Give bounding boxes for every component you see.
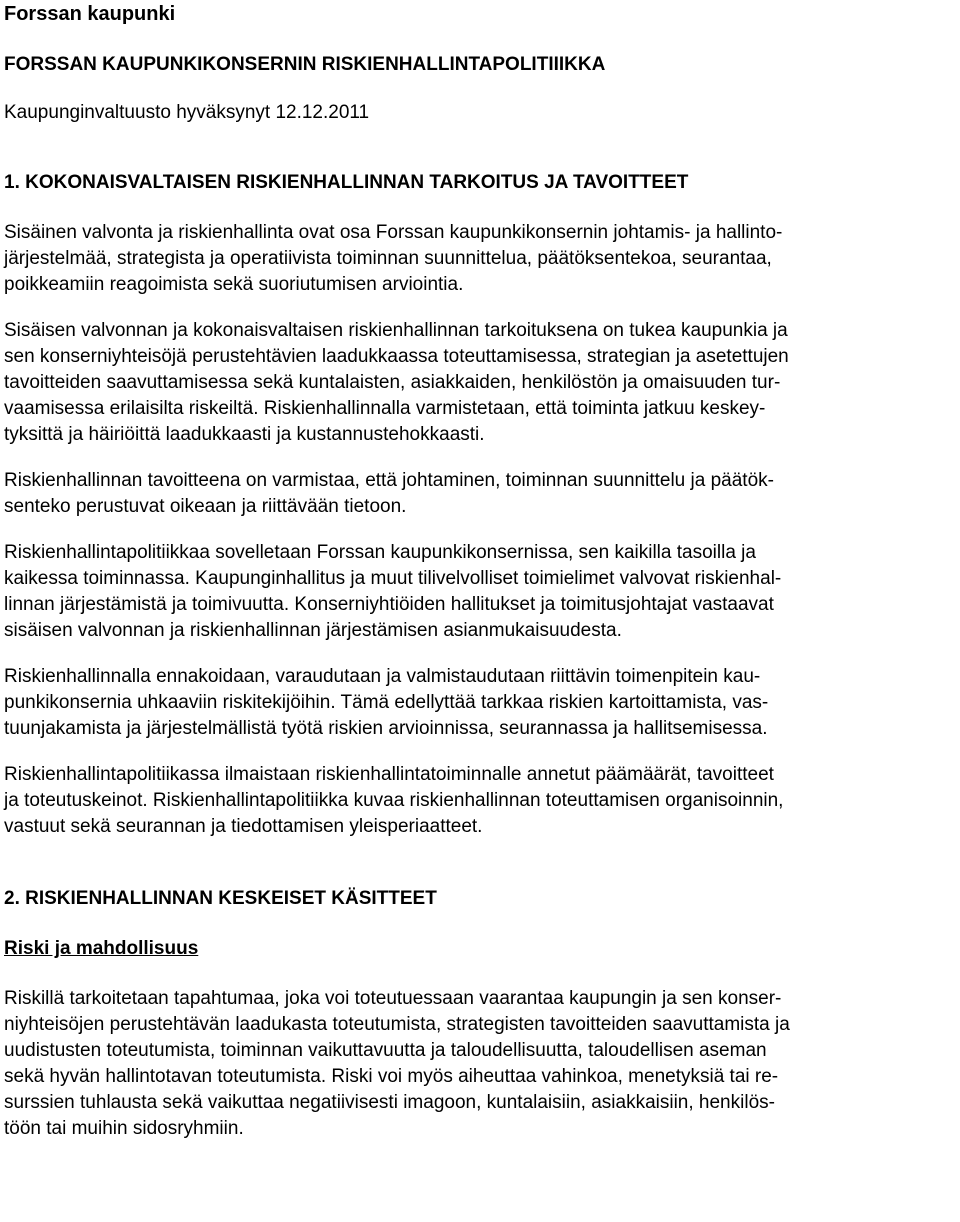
city-name: Forssan kaupunki (4, 3, 176, 25)
section-1-paragraph: Riskienhallinnan tavoitteena on varmistaa, että johtaminen, toiminnan suunnittelu ja päätök- senteko perustuvat oikeaan ja riittävään tietoon. (4, 470, 774, 517)
section-1-paragraph: Sisäinen valvonta ja riskienhallinta ovat osa Forssan kaupunkikonsernin johtamis- ja hallinto- järjestelmää, strategista ja operatiivista toiminnan suunnittelua, päätöksentekoa, seurantaa, poikkeamiin reagoimista sekä suoriutumisen arviointia. (4, 222, 783, 295)
document-page (4, 0, 956, 1142)
document-title: FORSSAN KAUPUNKIKONSERNIN RISKIENHALLINTAPOLITIIIKKA (4, 54, 606, 75)
section-2-heading: 2. RISKIENHALLINNAN KESKEISET KÄSITTEET (4, 888, 437, 909)
approval-note: Kaupunginvaltuusto hyväksynyt 12.12.2011 (4, 102, 370, 123)
subsection-paragraph: Riskillä tarkoitetaan tapahtumaa, joka voi toteutuessaan vaarantaa kaupungin ja sen konser- niyhteisöjen perustehtävän laadukasta toteutumista, strategisten tavoitteiden saavuttamista ja uudistusten toteutumista, toiminnan vaikuttavuutta ja taloudellisuutta, taloudellisen aseman sekä hyvän hallintotavan toteutumista. Riski voi myös aiheuttaa vahinkoa, menetyksiä tai re- surssien tuhlausta sekä vaikuttaa negatiivisesti imagoon, kuntalaisiin, asiakkaisiin, henkilös- töön tai muihin sidosryhmiin. (4, 988, 790, 1139)
section-1-paragraph: Riskienhallinnalla ennakoidaan, varaudutaan ja valmistaudutaan riittävin toimenpitein kau- punkikonsernia uhkaaviin riskitekijöihin. Tämä edellyttää tarkkaa riskien kartoittamista, vas- tuunjakamista ja järjestelmällistä työtä riskien arvioinnissa, seurannassa ja hallitsemisessa. (4, 666, 769, 739)
section-1-paragraph: Riskienhallintapolitiikassa ilmaistaan riskienhallintatoiminnalle annetut päämäärät, tavoitteet ja toteutuskeinot. Riskienhallintapolitiikka kuvaa riskienhallinnan toteuttamisen organisoinnin, vastuut sekä seurannan ja tiedottamisen yleisperiaatteet. (4, 764, 784, 837)
subsection-heading-risk-and-opportunity: Riski ja mahdollisuus (4, 938, 199, 959)
section-1-paragraph: Sisäisen valvonnan ja kokonaisvaltaisen riskienhallinnan tarkoituksena on tukea kaupunkia ja sen konserniyhteisöjä perustehtävien laadukkaassa toteuttamisessa, strategian ja asetettujen tavoitteiden saavuttamisessa sekä kuntalaisten, asiakkaiden, henkilöstön ja omaisuuden tur- vaamisessa erilaisilta riskeiltä. Riskienhallinnalla varmistetaan, että toiminta jatkuu keskey- tyksittä ja häiriöittä laadukkaasti ja kustannustehokkaasti. (4, 320, 789, 445)
section-1-heading: 1. KOKONAISVALTAISEN RISKIENHALLINNAN TARKOITUS JA TAVOITTEET (4, 172, 689, 193)
section-1-paragraph: Riskienhallintapolitiikkaa sovelletaan Forssan kaupunkikonsernissa, sen kaikilla tasoilla ja kaikessa toiminnassa. Kaupunginhallitus ja muut tilivelvolliset toimielimet valvovat riskienhal- linnan järjestämistä ja toimivuutta. Konserniyhtiöiden hallitukset ja toimitusjohtajat vastaavat sisäisen valvonnan ja riskienhallinnan järjestämisen asianmukaisuudesta. (4, 542, 782, 641)
